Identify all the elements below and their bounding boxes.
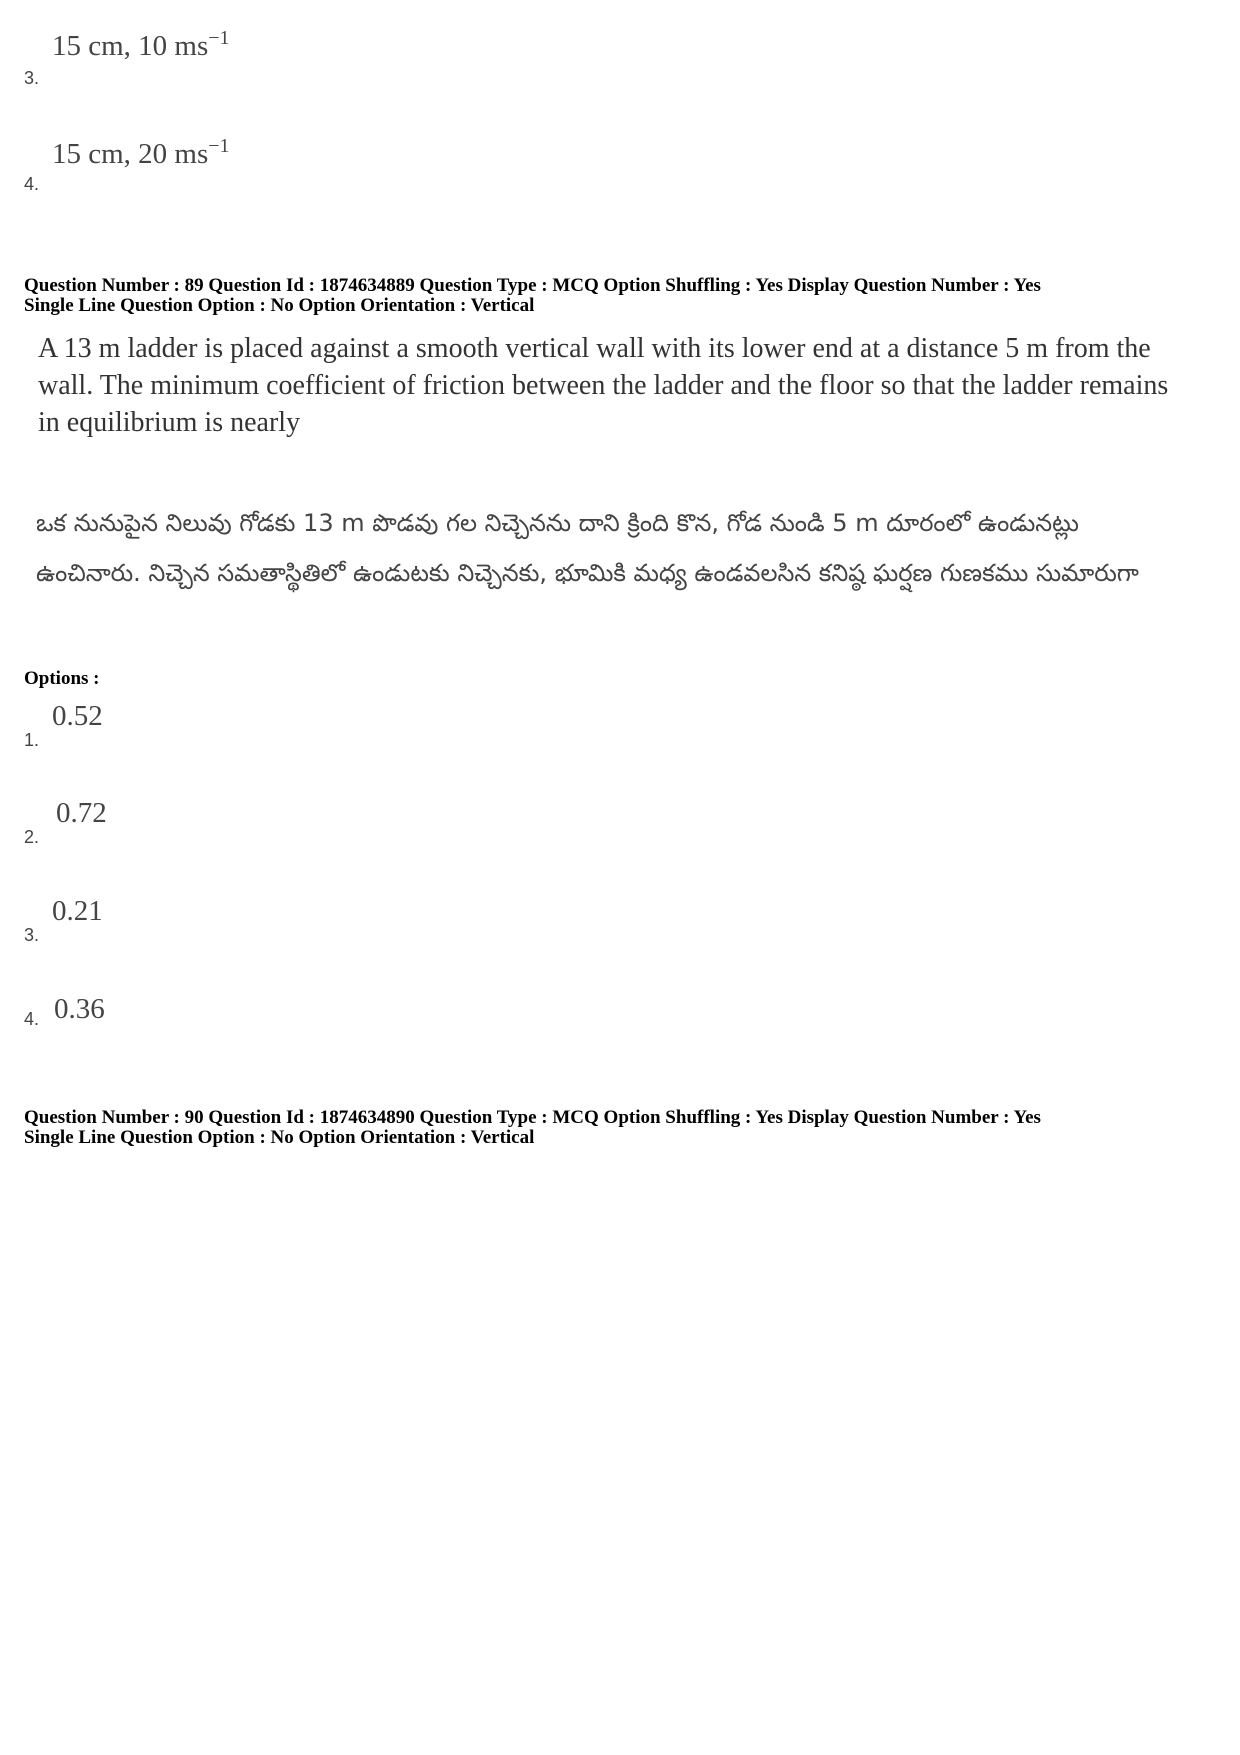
question-89-meta-line1: Question Number : 89 Question Id : 1874634889 Question Type : MCQ Option Shuffling : Yes Display Question Number : Yes: [24, 275, 1041, 296]
option-4-number: 4.: [24, 1009, 40, 1029]
option-3-value: 0.21: [52, 895, 103, 927]
question-89-meta: [24, 276, 1224, 316]
option-1-number: 1.: [24, 730, 40, 750]
option-2-value: 0.72: [56, 797, 107, 829]
prev-option-3-number: 3.: [24, 68, 40, 88]
option-1-value: 0.52: [52, 700, 103, 732]
options-label: Options :: [24, 668, 100, 689]
question-89-text-te: ఒక నునుపైన నిలువు గోడకు 13 m పొడవు గల నిచ్చెనను దాని క్రింది కొన, గోడ నుండి 5 m దూరంలో ఉండునట్లు ఉంచినారు. నిచ్చెన సమతాస్థితిలో ఉండుటకు నిచ్చెనకు, భూమికి మధ్య ఉండవలసిన కనిష్ఠ ఘర్షణ గుణకము సుమారుగా: [36, 509, 1139, 587]
question-90-meta: [24, 1108, 1224, 1148]
option-3-number: 3.: [24, 925, 40, 945]
question-89-meta-line2: Single Line Question Option : No Option Orientation : Vertical: [24, 295, 535, 316]
question-89-text-en: A 13 m ladder is placed against a smooth vertical wall with its lower end at a distance 5 m from the wall. The minimum coefficient of friction between the ladder and the floor so that the ladder remains in equilibrium is nearly: [38, 333, 1169, 438]
question-90-meta-line1: Question Number : 90 Question Id : 1874634890 Question Type : MCQ Option Shuffling : Yes Display Question Number : Yes: [24, 1107, 1041, 1128]
prev-option-4-value: 15 cm, 20 $ms^{-1}$: [52, 135, 230, 170]
option-4-value: 0.36: [54, 993, 105, 1025]
prev-option-3-value: 15 cm, 10 $ms^{-1}$: [52, 27, 230, 62]
option-2-number: 2.: [24, 827, 40, 847]
prev-option-4-number: 4.: [24, 174, 40, 194]
question-90-meta-line2: Single Line Question Option : No Option Orientation : Vertical: [24, 1127, 535, 1148]
